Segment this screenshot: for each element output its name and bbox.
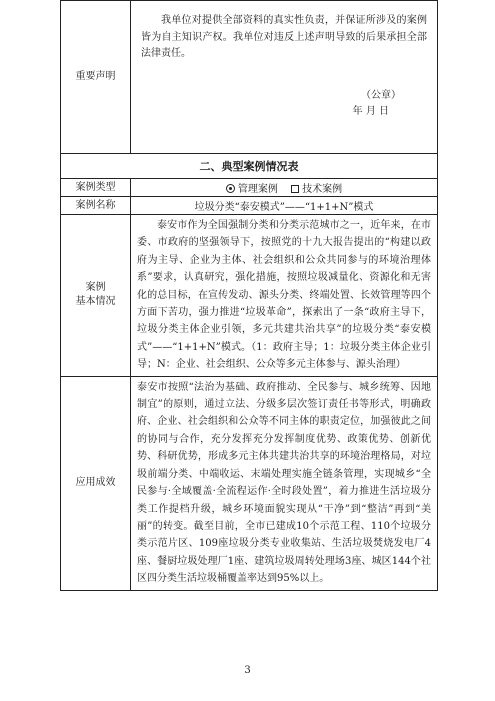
case-type-row — [61, 179, 438, 197]
basic-info-row — [61, 215, 438, 377]
case-type-label: 案例类型 — [61, 179, 131, 197]
basic-info-label-line2: 基本情况 — [75, 296, 116, 308]
case-name-label: 案例名称 — [61, 197, 131, 215]
radio-selected-icon[interactable] — [226, 184, 235, 193]
case-type-option-management[interactable]: 管理案例 — [237, 184, 278, 195]
declaration-cell — [131, 1, 438, 154]
case-type-option-technical[interactable]: 技术案例 — [302, 184, 343, 195]
checkbox-icon[interactable] — [291, 185, 299, 193]
declaration-text: 我单位对提供全部资料的真实性负责，并保证所涉及的案例皆为自主知识产权。我单位对违反上述声明导致的后果承担全部法律责任。 — [141, 15, 427, 59]
section-title-row — [61, 154, 438, 179]
date-line: 年 月 日 — [352, 105, 389, 117]
declaration-label: 重要声明 — [61, 1, 131, 154]
results-text: 泰安市按照“法治为基础、政府推动、全民参与、城乡统筹、因地制宜”的原则，通过立法、分级多层次签订责任书等形式，明确政府、企业、社会组织和公众等不同主体的职责定位，加强彼此之间的协同与合作，充分发挥充分发挥制度优势、政策优势、创新优势、科研优势，形成多元主体共建共治共享的环境治理格局，对垃圾前端分类、中端收运、末端处理实施全链条管理，实现城乡“全民参与·全域覆盖·全流程运作·全时段处置”，着力推进生活垃圾分类工作提档升级，城乡环境面貌实现从“干净”到“整洁”再到“美丽”的转变。截至目前，全市已建成10个示范工程、110个垃圾分类示范片区、109座垃圾分类专业收集站、生活垃圾焚烧发电厂4座、餐厨垃圾处理厂1座、建筑垃圾周转处理场3座、城区144个社区四分类生活垃圾桶覆盖率达到95%以上。 — [131, 376, 438, 590]
basic-info-label — [61, 215, 131, 377]
form-sheet — [60, 0, 437, 690]
basic-info-label-line1: 案例 — [85, 282, 106, 294]
results-row — [61, 376, 438, 590]
case-name-row — [61, 197, 438, 215]
case-name-value: 垃圾分类“泰安模式”——“1+1+N”模式 — [131, 197, 438, 215]
case-type-options — [131, 179, 438, 197]
case-form-table — [60, 0, 438, 591]
page-number: 3 — [244, 665, 251, 676]
official-seal-label: （公章） — [361, 89, 401, 101]
results-label: 应用成效 — [61, 376, 131, 590]
section-title: 二、典型案例情况表 — [61, 154, 438, 179]
declaration-row — [61, 1, 438, 154]
basic-info-text: 泰安市作为全国强制分类和分类示范城市之一，近年来，在市委、市政府的坚强领导下，按照党的十九大报告提出的“构建以政府为主导、企业为主体、社会组织和公众共同参与的环境治理体系”要求，认真研究，强化措施，按照垃圾减量化、资源化和无害化的总目标，在宣传发动、源头分类、终端处置、长效管理等四个方面下苦功，强力推进“垃圾革命”，探索出了一条“政府主导下，垃圾分类主体企业引领，多元共建共治共享”的垃圾分类“泰安模式”——“1+1+N”模式。（1：政府主导；1：垃圾分类主体企业引导；N：企业、社会组织、公众等多元主体参与、源头治理） — [131, 215, 438, 377]
